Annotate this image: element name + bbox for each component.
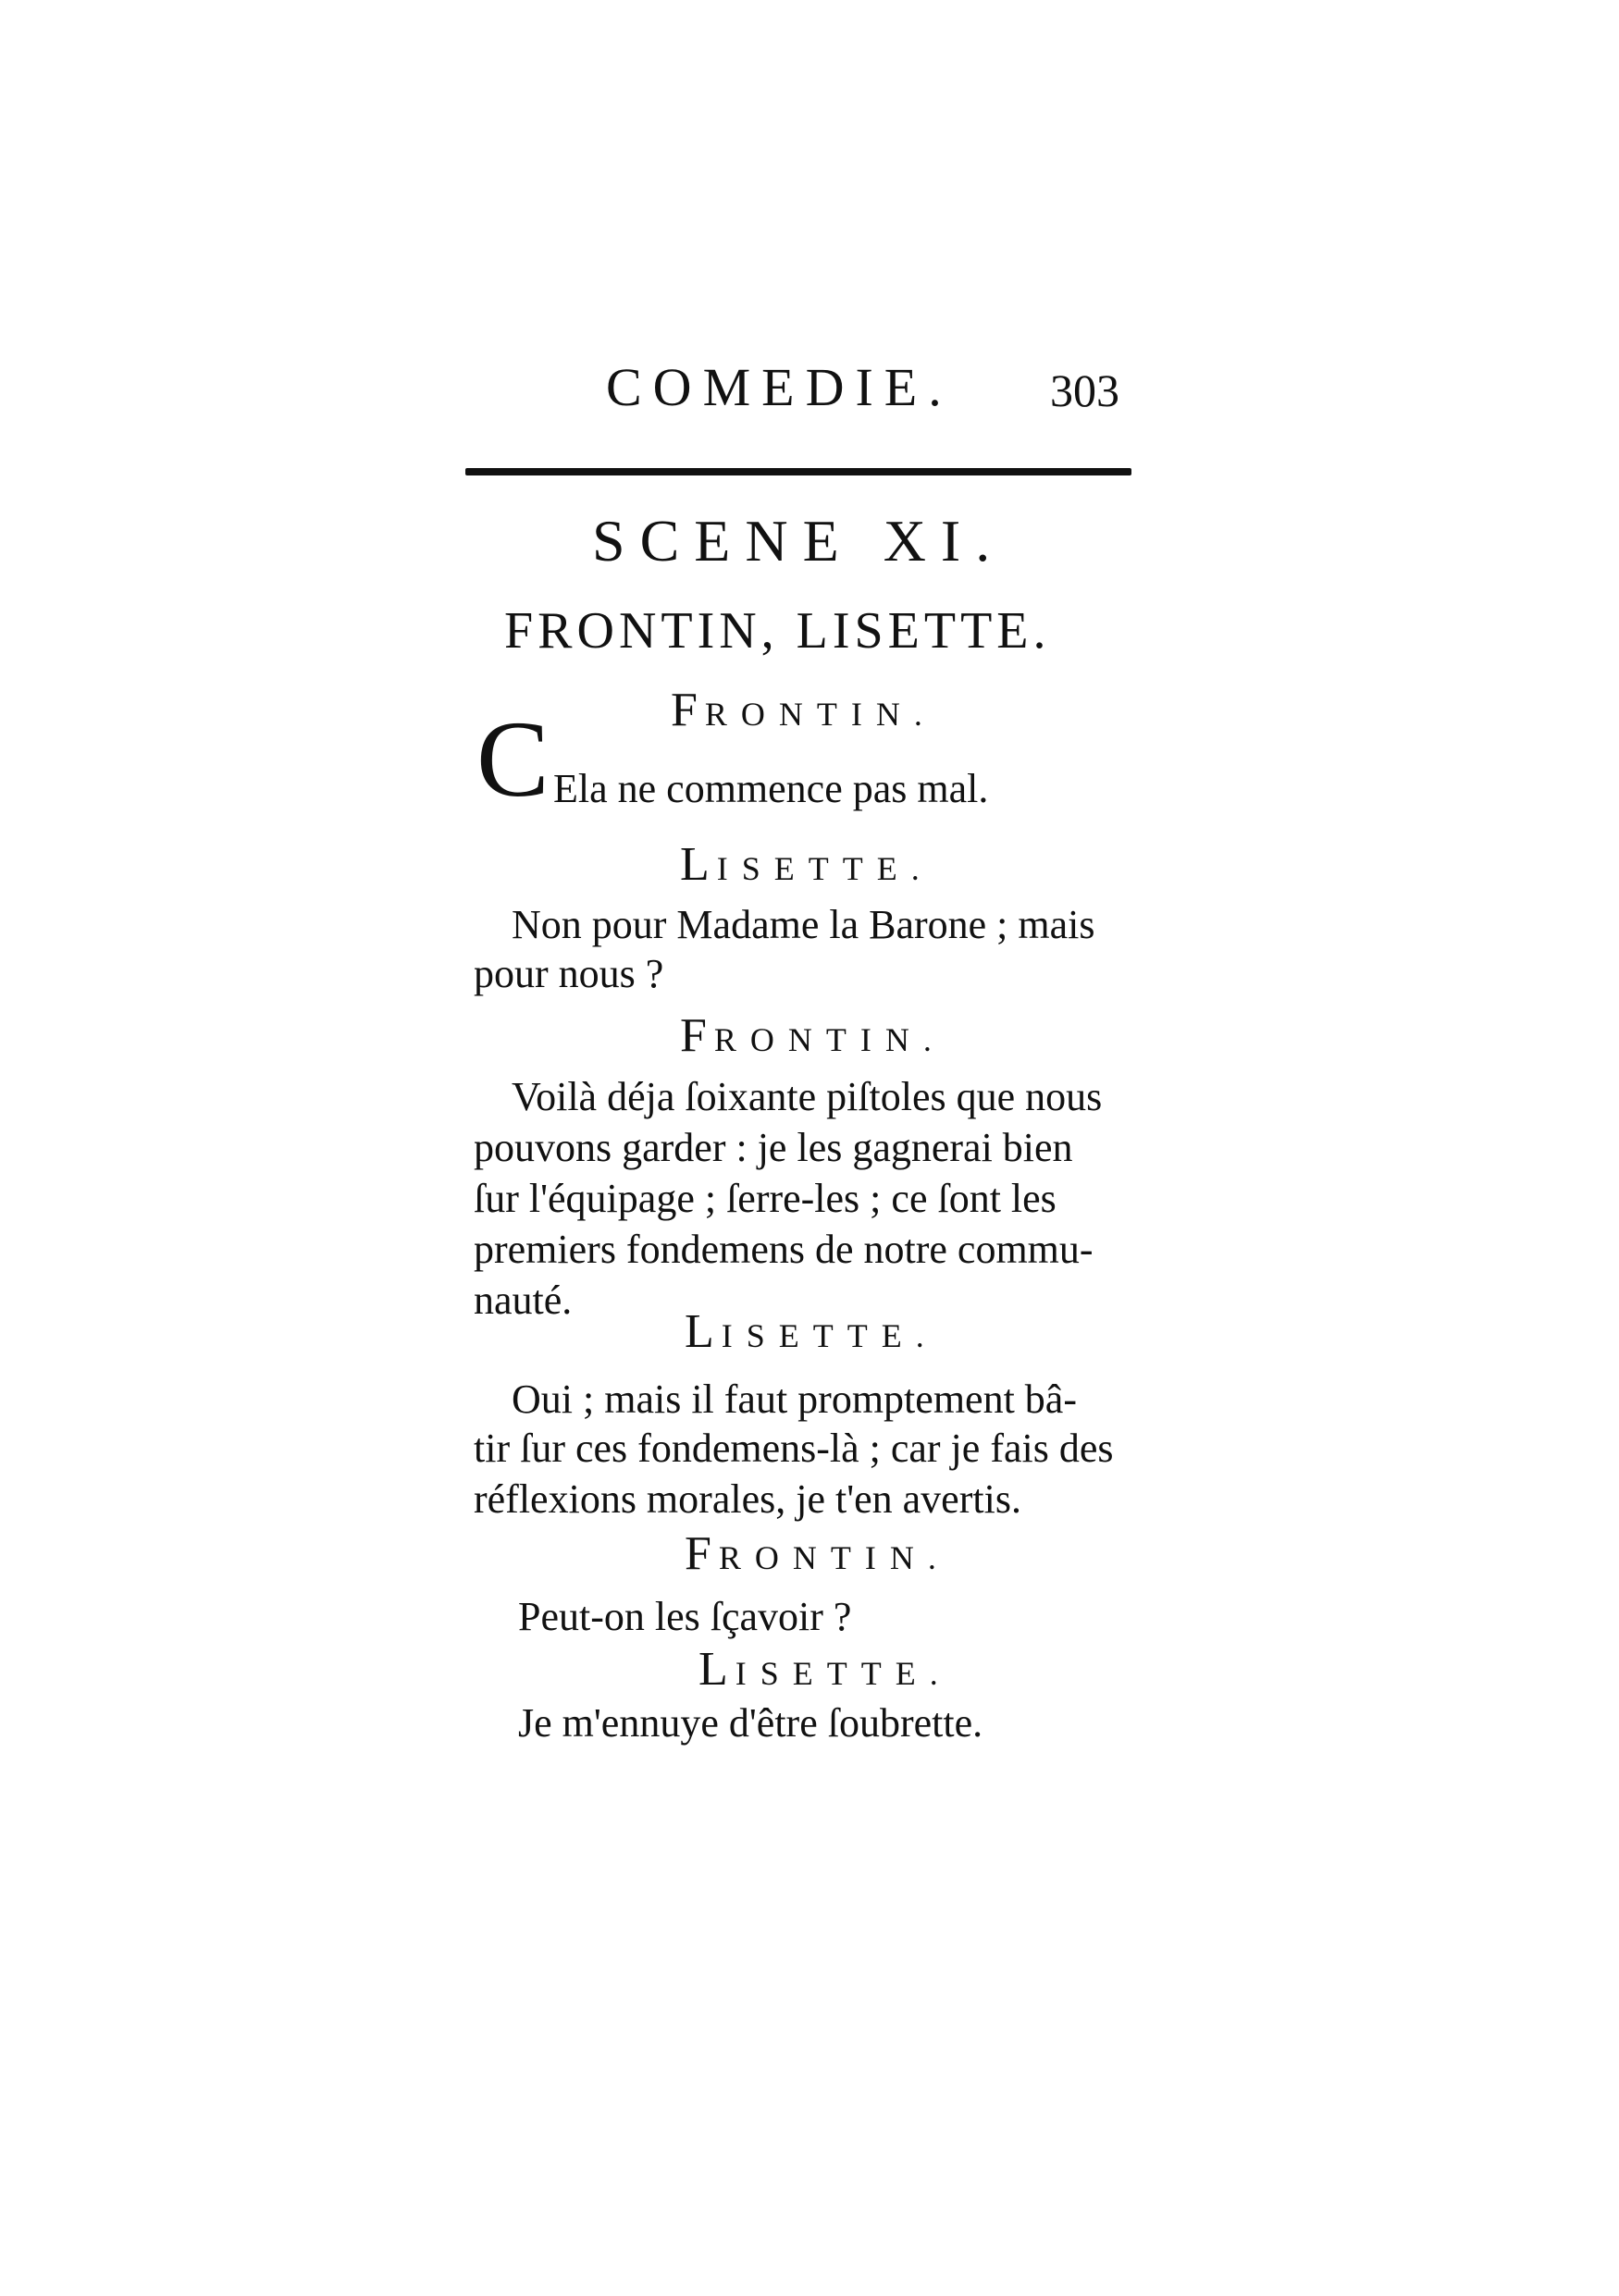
speaker-heading [698, 1642, 952, 1697]
speaker-heading [680, 1008, 945, 1063]
speech-line: nauté. [474, 1278, 573, 1323]
header-rule [465, 468, 1131, 475]
speaker-name-rest: ISETTE. [716, 850, 933, 887]
running-title: COMEDIE. [606, 357, 953, 417]
speaker-initial: L [698, 1643, 735, 1696]
speech-line: Je m'ennuye d'être ſoubrette. [518, 1700, 983, 1746]
speech-line: Oui ; mais il faut promptement bâ- [512, 1376, 1077, 1422]
speech-line: pouvons garder : je les gagnerai bien [474, 1125, 1073, 1170]
speech-line: pour nous ? [474, 951, 664, 996]
page-number: 303 [1050, 364, 1119, 416]
scene-title: SCENE XI. [592, 508, 1006, 574]
speaker-heading [685, 1304, 938, 1359]
speaker-name-rest: ISETTE. [735, 1655, 952, 1692]
running-head [592, 356, 1166, 430]
speaker-initial: F [671, 684, 705, 736]
speaker-heading [685, 1526, 950, 1581]
speaker-name-rest: RONTIN. [704, 696, 936, 733]
speaker-heading [671, 683, 936, 737]
speaker-name-rest: RONTIN. [713, 1021, 945, 1058]
speech-line: tir ſur ces fondemens-là ; car je fais des [474, 1426, 1114, 1471]
speech-line: Peut-on les ſçavoir ? [518, 1594, 852, 1639]
speech-line: Ela ne commence pas mal. [553, 766, 989, 811]
speech-line: Non pour Madame la Barone ; mais [512, 902, 1095, 947]
speech-line: Voilà déja ſoixante piſtoles que nous [512, 1074, 1103, 1119]
drop-cap: C [476, 698, 550, 820]
speaker-name-rest: RONTIN. [718, 1539, 950, 1576]
speaker-initial: L [680, 838, 717, 891]
cast-list: FRONTIN, LISETTE. [504, 602, 1051, 660]
speech-line: ſur l'équipage ; ſerre-les ; ce ſont les [474, 1176, 1057, 1221]
speaker-name-rest: ISETTE. [721, 1317, 938, 1354]
speech-line: premiers fondemens de notre commu- [474, 1227, 1094, 1272]
speaker-initial: F [680, 1009, 714, 1062]
speech-line: réflexions morales, je t'en avertis. [474, 1476, 1021, 1522]
speaker-initial: L [685, 1305, 722, 1358]
speaker-initial: F [685, 1527, 719, 1580]
speaker-heading [680, 837, 933, 892]
